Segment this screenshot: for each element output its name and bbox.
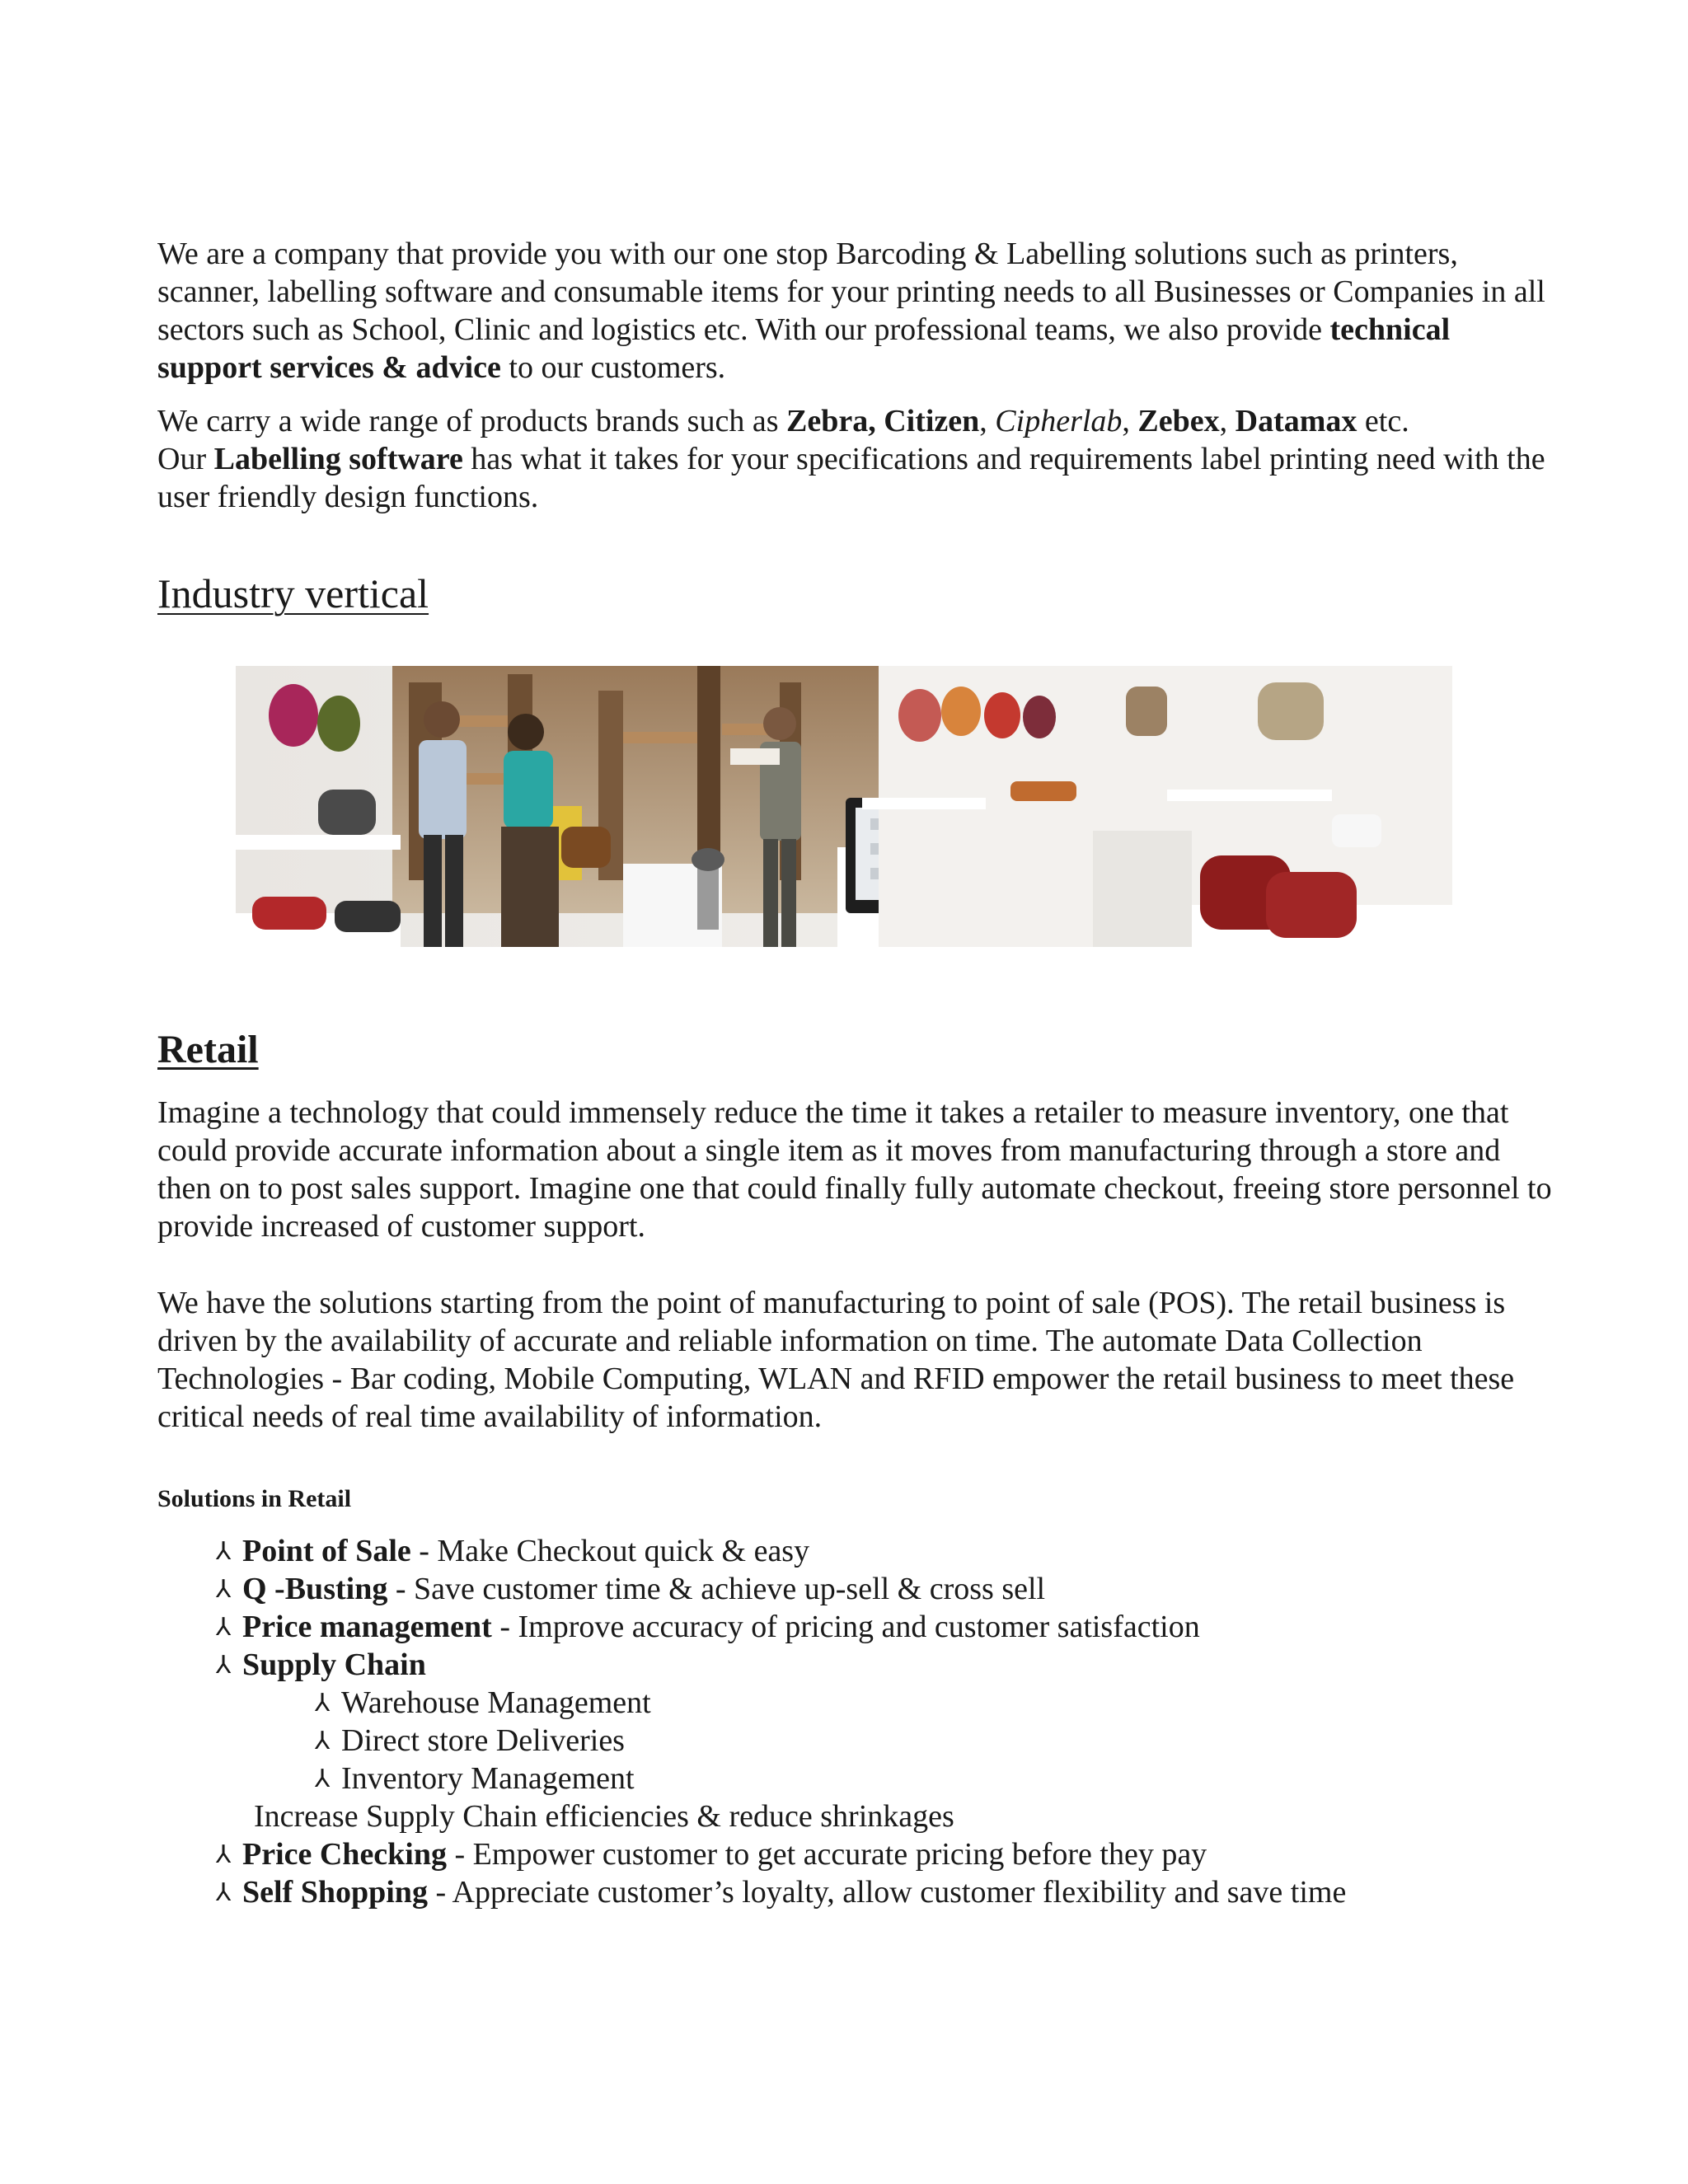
solutions-heading: Solutions in Retail	[157, 1485, 352, 1512]
bullet-icon: ⅄	[216, 1841, 232, 1868]
intro-paragraph-2	[157, 402, 1559, 516]
solution-desc: - Improve accuracy of pricing and customer satisfaction	[491, 1610, 1200, 1644]
solution-desc: - Empower customer to get accurate pricing before they pay	[447, 1837, 1207, 1872]
industry-vertical-heading: Industry vertical	[157, 570, 429, 616]
bullet-icon: ⅄	[216, 1614, 232, 1641]
intro-bold-text: technical support services & advice	[157, 312, 1451, 385]
separator: ,	[979, 404, 996, 438]
solution-desc: - Save customer time & achieve up-sell & cross sell	[387, 1572, 1046, 1606]
solution-item	[216, 1873, 1346, 1912]
bullet-icon: ⅄	[315, 1765, 331, 1793]
labelling-software-bold: Labelling software	[213, 442, 463, 476]
solution-title: Q -Busting	[242, 1572, 388, 1606]
brands-etc: etc.	[1357, 404, 1409, 438]
bullet-icon: ⅄	[315, 1690, 331, 1717]
bullet-icon: ⅄	[315, 1727, 331, 1755]
software-text-rest: has what it takes for your specifications and requirements label printing need with the user friendly design functions.	[157, 442, 1545, 514]
solution-sub-item	[315, 1684, 651, 1722]
bullet-icon: ⅄	[216, 1576, 232, 1603]
solution-item	[216, 1532, 809, 1571]
retail-paragraph-1: Imagine a technology that could immensely reduce the time it takes a retailer to measure inventory, one that could provide accurate information about a single item as it moves from manufacturing through a store and then on to post sales support. Imagine one that could finally fully automate checkout, freeing store personnel to provide increased of customer support.	[157, 1095, 1552, 1244]
separator: ,	[1219, 404, 1236, 438]
solution-item	[216, 1608, 1200, 1647]
solution-desc: - Appreciate customer’s loyalty, allow customer flexibility and save time	[427, 1875, 1347, 1910]
solution-title: Point of Sale	[242, 1534, 411, 1568]
bullet-icon: ⅄	[216, 1652, 232, 1679]
solution-sub-item	[315, 1760, 635, 1798]
bullet-icon: ⅄	[216, 1879, 232, 1906]
intro-text: We are a company that provide you with our one stop Barcoding & Labelling solutions such as printers, scanner, labelling software and consumable items for your printing needs to all Businesses or Companies in all sectors such as School, Clinic and logistics etc. With our professional teams, we also provide	[157, 237, 1545, 347]
retail-heading: Retail	[157, 1028, 259, 1071]
retail-paragraph-2: We have the solutions starting from the point of manufacturing to point of sale (POS). The retail business is driven by the availability of accurate and reliable information on time. The automate Data Collection Technologies - Bar coding, Mobile Computing, WLAN and RFID empower the retail business to meet these critical needs of real time availability of information.	[157, 1286, 1515, 1434]
solution-item	[216, 1646, 426, 1685]
solution-title: Price management	[242, 1610, 492, 1644]
solution-title: Supply Chain	[242, 1647, 426, 1682]
sub-item-label: Warehouse Management	[341, 1685, 651, 1720]
brand-zebex: Zebex	[1137, 404, 1220, 438]
intro-text-end: to our customers.	[500, 350, 726, 385]
sub-item-label: Direct store Deliveries	[341, 1723, 625, 1758]
brand-cipherlab: Cipherlab	[995, 404, 1123, 438]
brands-text: We carry a wide range of products brands such as	[157, 404, 786, 438]
solution-title: Price Checking	[242, 1837, 448, 1872]
solution-sub-item	[315, 1722, 625, 1760]
solution-title: Self Shopping	[242, 1875, 428, 1910]
brand-datamax: Datamax	[1235, 404, 1357, 438]
sub-item-label: Inventory Management	[341, 1761, 635, 1796]
supply-chain-note: Increase Supply Chain efficiencies & reduce shrinkages	[254, 1799, 954, 1834]
bullet-icon: ⅄	[216, 1538, 232, 1565]
solution-item	[216, 1835, 1207, 1874]
brand-zebra-citizen: Zebra, Citizen	[786, 404, 980, 438]
software-text: Our	[157, 442, 214, 476]
solution-item	[216, 1570, 1045, 1609]
separator: ,	[1122, 404, 1138, 438]
intro-paragraph-1	[157, 235, 1559, 387]
retail-store-banner-image	[236, 666, 1452, 947]
solution-desc: - Make Checkout quick & easy	[410, 1534, 810, 1568]
